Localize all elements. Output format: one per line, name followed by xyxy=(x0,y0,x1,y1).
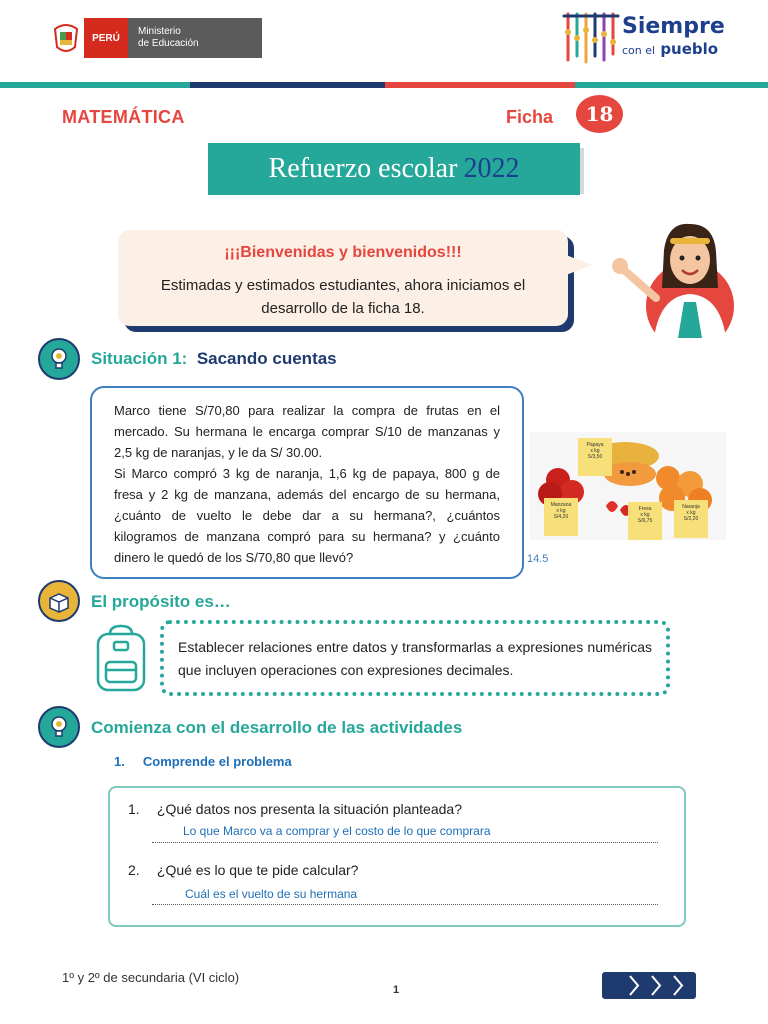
question-1-text: ¿Qué datos nos presenta la situación planteada? xyxy=(156,801,462,817)
people-figures-icon xyxy=(562,10,620,66)
ministry-logo xyxy=(48,18,262,58)
figure-number: 14.5 xyxy=(527,553,549,565)
page-number: 1 xyxy=(393,984,400,996)
purpose-title: El propósito es… xyxy=(91,592,231,611)
price-tag-papaya xyxy=(578,438,612,476)
purpose-text: Establecer relaciones entre datos y transformarlas a expresiones numéricas que incluyen operaciones con expresiones decimales. xyxy=(178,639,652,678)
backpack-icon xyxy=(90,624,152,694)
lightbulb-icon xyxy=(38,706,80,748)
chevrons-icon xyxy=(602,972,696,999)
price-tag-manzana-unit: x kg xyxy=(556,508,566,514)
welcome-title: ¡¡¡Bienvenidas y bienvenidos!!! xyxy=(224,244,462,261)
welcome-line-2: desarrollo de la ficha 18. xyxy=(261,300,425,317)
price-tag-naranja-unit: x kg xyxy=(686,510,696,516)
welcome-line-1: Estimadas y estimados estudiantes, ahora iniciamos el xyxy=(160,277,526,294)
price-tag-fresa-unit: x kg xyxy=(640,512,650,518)
price-tag-papaya-price: S/3,50 xyxy=(587,454,603,460)
price-tag-fresa xyxy=(628,502,662,540)
answer-1[interactable]: Lo que Marco va a comprar y el costo de lo que comprara xyxy=(183,824,491,838)
price-tag-naranja-fruit: Naranja xyxy=(682,504,700,510)
situation-title xyxy=(91,349,337,369)
step-comprende xyxy=(114,754,292,769)
ministry-name xyxy=(128,18,262,58)
lightbulb-icon xyxy=(38,338,80,380)
slogan-pueblo: pueblo xyxy=(660,40,719,58)
situation-name: Sacando cuentas xyxy=(196,349,337,368)
slogan-sub xyxy=(622,40,725,60)
situation-box xyxy=(90,386,524,579)
answer-2-line xyxy=(152,904,658,905)
situation-paragraph-2: Si Marco compró 3 kg de naranja, 1,6 kg de papaya, 800 g de fresa y 2 kg de manzana, además del encargo de su hermana, ¿cuánto de vuelto le debe dar a su hermana?, ¿cuántos kilogramos de manzana compró para su hermana? y ¿cuánto dinero le quedó de los S/70,80 que llevó? xyxy=(114,466,500,565)
step-label: Comprende el problema xyxy=(142,754,292,769)
grade-label: 1º y 2º de secundaria (VI ciclo) xyxy=(62,970,240,985)
price-tag-manzana-fruit: Manzana xyxy=(550,502,572,508)
price-tag-manzana xyxy=(544,498,578,536)
subject-title: MATEMÁTICA xyxy=(62,107,185,127)
ficha-number-badge: 18 xyxy=(576,95,623,133)
step-number: 1. xyxy=(114,754,125,769)
slogan-con: con el xyxy=(622,44,656,57)
price-tag-fresa-price: S/6,75 xyxy=(637,518,653,524)
question-2 xyxy=(128,862,358,878)
question-2-text: ¿Qué es lo que te pide calcular? xyxy=(156,862,359,878)
situation-paragraph-1: Marco tiene S/70,80 para realizar la compra de frutas en el mercado. Su hermana le encarga comprar S/10 de manzanas y 2,5 kg de naranjas, y le da S/ 30.00. xyxy=(114,403,500,460)
situation-label: Situación 1: xyxy=(91,349,188,368)
question-1 xyxy=(128,801,462,817)
price-tag-naranja xyxy=(674,500,708,538)
header-color-bar xyxy=(0,82,768,88)
ministry-line-1: Ministerio xyxy=(138,26,181,37)
ministry-line-2: de Educación xyxy=(138,38,199,49)
purpose-box xyxy=(160,620,670,696)
peru-label: PERÚ xyxy=(84,18,128,58)
box-icon xyxy=(38,580,80,622)
price-tag-manzana-price: S/4,20 xyxy=(553,514,569,520)
price-tag-fresa-fruit: Fresa xyxy=(638,506,652,512)
fruit-price-image xyxy=(530,432,726,540)
siempre-con-el-pueblo-logo xyxy=(562,10,732,66)
banner-year: 2022 xyxy=(463,153,520,184)
price-tag-naranja-price: S/2,20 xyxy=(683,516,699,522)
teacher-girl-illustration xyxy=(594,218,744,338)
banner-title: Refuerzo escolar xyxy=(268,153,458,184)
answer-1-line xyxy=(152,842,658,843)
welcome-text xyxy=(118,274,568,320)
question-2-number: 2. xyxy=(128,862,140,878)
price-tag-papaya-unit: x kg xyxy=(590,448,600,454)
peru-crest-icon xyxy=(48,18,84,58)
question-1-number: 1. xyxy=(128,801,140,817)
ficha-label: Ficha xyxy=(506,107,554,127)
slogan-main: Siempre xyxy=(622,14,725,39)
bubble-tail xyxy=(566,255,592,275)
activities-title: Comienza con el desarrollo de las actividades xyxy=(91,718,463,737)
answer-2[interactable]: Cuál es el vuelto de su hermana xyxy=(185,887,358,901)
refuerzo-banner xyxy=(208,143,580,195)
price-tag-papaya-fruit: Papaya xyxy=(586,442,604,448)
slogan-text xyxy=(622,14,725,60)
welcome-bubble xyxy=(118,230,568,326)
